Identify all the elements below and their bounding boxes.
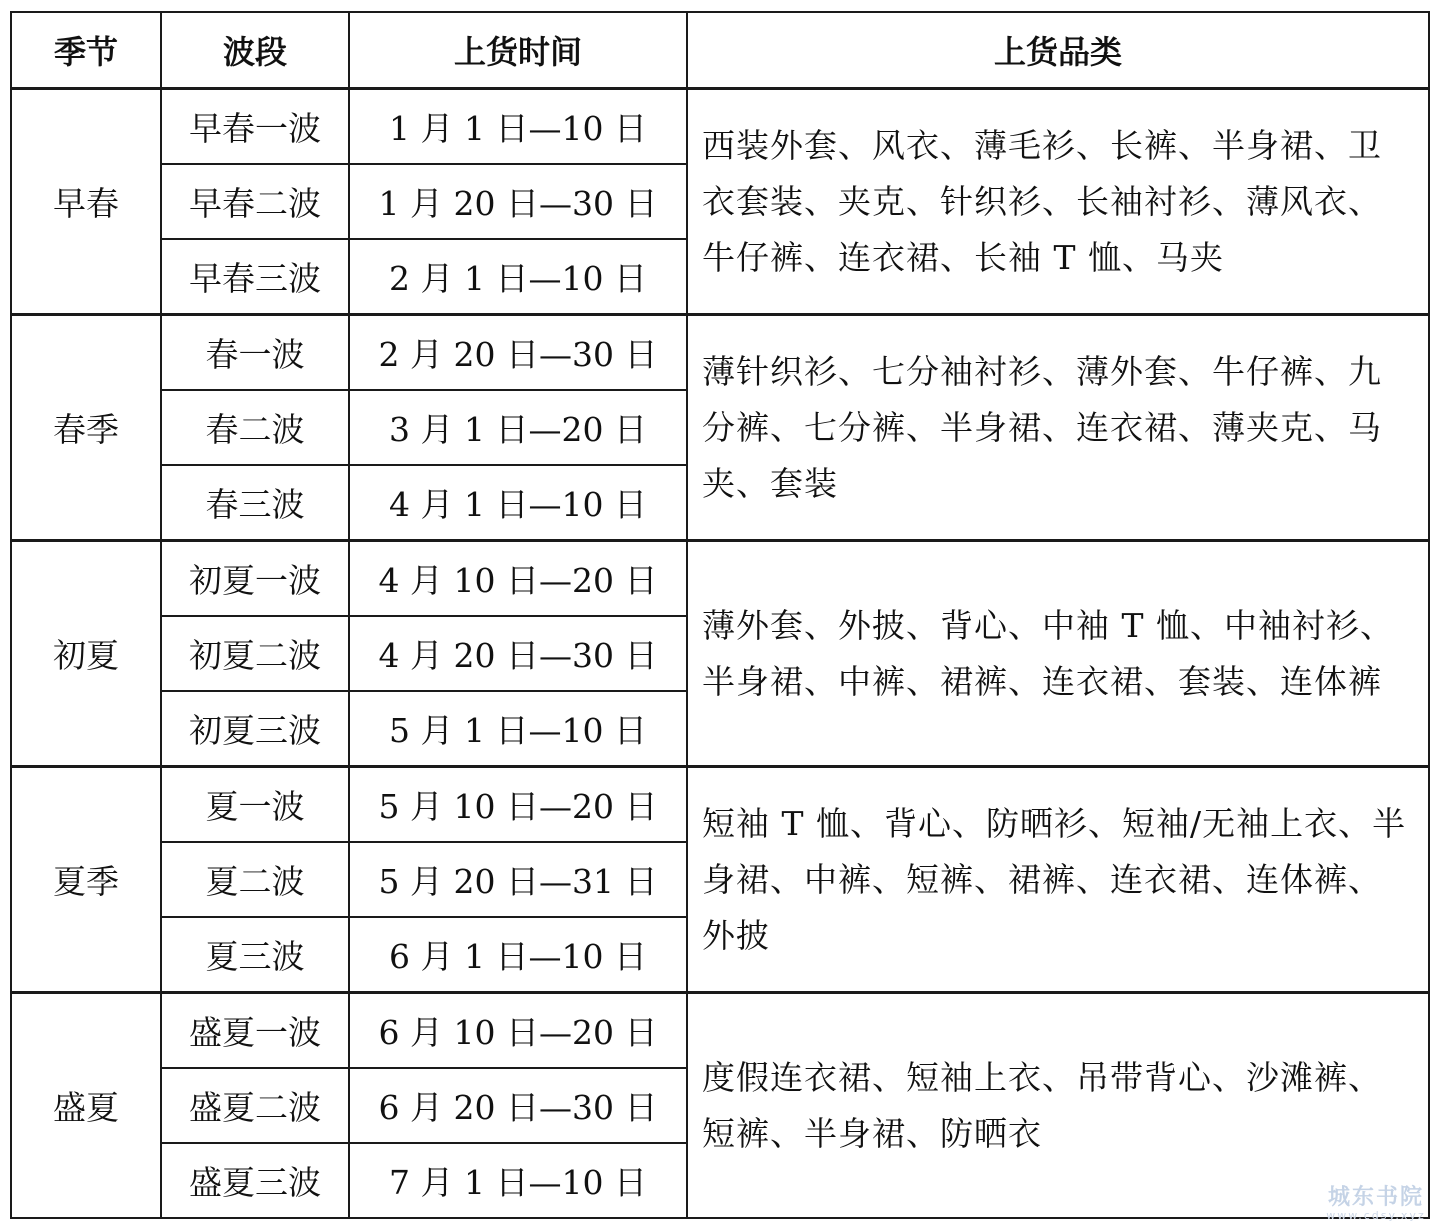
time-cell: 6 月 10 日—20 日 <box>349 993 687 1069</box>
launch-schedule-table <box>10 11 1430 1219</box>
wave-cell: 早春三波 <box>161 239 349 315</box>
header-items: 上货品类 <box>687 12 1429 89</box>
wave-cell: 春二波 <box>161 390 349 465</box>
time-cell: 4 月 1 日—10 日 <box>349 465 687 541</box>
header-time: 上货时间 <box>349 12 687 89</box>
items-cell: 薄外套、外披、背心、中袖 T 恤、中袖衬衫、半身裙、中裤、裙裤、连衣裙、套装、连体裤 <box>687 541 1429 767</box>
time-cell: 5 月 20 日—31 日 <box>349 842 687 917</box>
wave-cell: 初夏一波 <box>161 541 349 617</box>
wave-cell: 盛夏三波 <box>161 1143 349 1218</box>
time-cell: 7 月 1 日—10 日 <box>349 1143 687 1218</box>
time-cell: 2 月 1 日—10 日 <box>349 239 687 315</box>
time-cell: 5 月 1 日—10 日 <box>349 691 687 767</box>
time-cell: 1 月 20 日—30 日 <box>349 164 687 239</box>
wave-cell: 夏二波 <box>161 842 349 917</box>
table-row <box>11 315 1429 391</box>
wave-cell: 盛夏二波 <box>161 1068 349 1143</box>
wave-cell: 早春二波 <box>161 164 349 239</box>
time-cell: 2 月 20 日—30 日 <box>349 315 687 391</box>
wave-cell: 初夏二波 <box>161 616 349 691</box>
watermark-logo <box>1316 1186 1436 1226</box>
header-row <box>11 12 1429 89</box>
time-cell: 1 月 1 日—10 日 <box>349 89 687 165</box>
table-row <box>11 541 1429 617</box>
wave-cell: 春一波 <box>161 315 349 391</box>
time-cell: 6 月 20 日—30 日 <box>349 1068 687 1143</box>
items-cell: 西装外套、风衣、薄毛衫、长裤、半身裙、卫衣套装、夹克、针织衫、长袖衬衫、薄风衣、牛仔裤、连衣裙、长袖 T 恤、马夹 <box>687 89 1429 315</box>
wave-cell: 夏三波 <box>161 917 349 993</box>
table-row <box>11 993 1429 1069</box>
wave-cell: 初夏三波 <box>161 691 349 767</box>
season-cell: 初夏 <box>11 541 161 767</box>
season-cell: 夏季 <box>11 767 161 993</box>
time-cell: 4 月 20 日—30 日 <box>349 616 687 691</box>
wave-cell: 盛夏一波 <box>161 993 349 1069</box>
items-cell: 薄针织衫、七分袖衬衫、薄外套、牛仔裤、九分裤、七分裤、半身裙、连衣裙、薄夹克、马夹、套装 <box>687 315 1429 541</box>
time-cell: 5 月 10 日—20 日 <box>349 767 687 843</box>
wave-cell: 春三波 <box>161 465 349 541</box>
items-cell: 短袖 T 恤、背心、防晒衫、短袖/无袖上衣、半身裙、中裤、短裤、裙裤、连衣裙、连体裤、外披 <box>687 767 1429 993</box>
time-cell: 3 月 1 日—20 日 <box>349 390 687 465</box>
watermark-url: www.cdsy.xyz <box>1326 1209 1426 1222</box>
header-season: 季节 <box>11 12 161 89</box>
items-cell: 度假连衣裙、短袖上衣、吊带背心、沙滩裤、短裤、半身裙、防晒衣 <box>687 993 1429 1219</box>
season-cell: 春季 <box>11 315 161 541</box>
wave-cell: 早春一波 <box>161 89 349 165</box>
table-body <box>11 89 1429 1219</box>
header-wave: 波段 <box>161 12 349 89</box>
watermark-text: 城东书院 <box>1327 1185 1424 1210</box>
time-cell: 4 月 10 日—20 日 <box>349 541 687 617</box>
season-cell: 盛夏 <box>11 993 161 1219</box>
table-row <box>11 767 1429 843</box>
season-cell: 早春 <box>11 89 161 315</box>
table-row <box>11 89 1429 165</box>
time-cell: 6 月 1 日—10 日 <box>349 917 687 993</box>
wave-cell: 夏一波 <box>161 767 349 843</box>
